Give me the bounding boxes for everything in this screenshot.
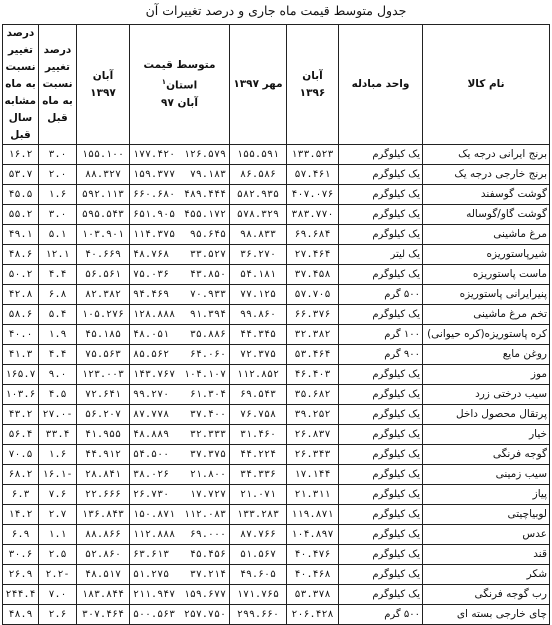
cell-goods-name: گوجه فرنگی [423, 445, 550, 465]
cell-province-avg-a: ۱۵۰.۸۷۱ [133, 509, 176, 520]
cell-province-avg-b: ۴۳.۸۵۰ [189, 269, 226, 280]
cell-province-avg-a: ۲۱۱.۹۴۷ [133, 589, 176, 600]
cell-province-avg-a: ۱۲۸.۸۸۸ [133, 309, 176, 320]
cell-province-avg-a: ۶۵۱.۹۰۵ [133, 209, 176, 220]
cell-unit: یک کیلوگرم [339, 485, 423, 505]
cell-aban96: ۴۰.۴۷۶ [287, 545, 339, 565]
cell-pct-prev: ۶.۸ [39, 285, 77, 305]
table-row [3, 465, 550, 485]
cell-aban96: ۲۶.۸۳۷ [287, 425, 339, 445]
cell-aban96: ۴۰.۴۶۸ [287, 565, 339, 585]
cell-province-avg-b: ۳۵.۸۸۶ [189, 329, 226, 340]
cell-goods-name: شیرپاستوریزه [423, 245, 550, 265]
cell-pct-year: ۶.۹ [3, 525, 39, 545]
cell-goods-name: گوشت گوسفند [423, 185, 550, 205]
cell-aban97: ۲۸.۸۴۱ [77, 465, 130, 485]
cell-pct-year: ۱۴.۲ [3, 505, 39, 525]
cell-province-avg-b: ۳۷.۳۷۵ [189, 449, 226, 460]
cell-aban96: ۴۶.۴۰۳ [287, 365, 339, 385]
cell-province-avg [130, 325, 230, 345]
cell-province-avg [130, 245, 230, 265]
cell-province-avg [130, 185, 230, 205]
cell-province-avg-a: ۹۹.۲۷۰ [133, 389, 170, 400]
cell-mehr97: ۱۳۳.۲۸۳ [230, 505, 287, 525]
cell-pct-prev: ۱۲.۱ [39, 245, 77, 265]
cell-aban97: ۷۲.۶۴۱ [77, 385, 130, 405]
cell-province-avg-a: ۷۵.۰۳۶ [133, 269, 170, 280]
cell-unit: یک کیلوگرم [339, 305, 423, 325]
cell-pct-year: ۱۶۵.۷ [3, 365, 39, 385]
cell-aban97: ۴۵.۱۸۵ [77, 325, 130, 345]
table-row [3, 385, 550, 405]
cell-aban96: ۵۳.۴۶۴ [287, 345, 339, 365]
cell-pct-year: ۴۰.۰ [3, 325, 39, 345]
cell-pct-prev: ۲۷.۰- [39, 405, 77, 425]
cell-pct-year: ۴۵.۵ [3, 185, 39, 205]
cell-pct-prev: ۴.۴ [39, 265, 77, 285]
cell-pct-prev: ۴.۵ [39, 385, 77, 405]
cell-province-avg-b: ۹۱.۳۹۴ [189, 309, 226, 320]
table-row [3, 505, 550, 525]
cell-unit: یک کیلوگرم [339, 225, 423, 245]
cell-province-avg-a: ۲۶.۷۳۰ [133, 489, 170, 500]
cell-goods-name: پیاز [423, 485, 550, 505]
cell-aban97: ۱۵۵.۱۰۰ [77, 145, 130, 165]
table-row [3, 405, 550, 425]
cell-mehr97: ۴۴.۳۴۵ [230, 325, 287, 345]
header-unit: واحد مبادله [339, 25, 423, 145]
cell-goods-name: قند [423, 545, 550, 565]
cell-pct-prev: ۱.۱ [39, 525, 77, 545]
cell-aban97: ۴۰.۶۶۹ [77, 245, 130, 265]
cell-unit: ۱۰۰ گرم [339, 325, 423, 345]
cell-province-avg-b: ۴۵۵.۱۷۲ [183, 209, 226, 220]
cell-pct-year: ۴۸.۶ [3, 245, 39, 265]
cell-province-avg [130, 165, 230, 185]
table-row [3, 205, 550, 225]
cell-mehr97: ۶۹.۵۴۳ [230, 385, 287, 405]
cell-mehr97: ۷۶.۷۵۸ [230, 405, 287, 425]
cell-province-avg-b: ۱۰۴.۱۰۷ [183, 369, 226, 380]
cell-pct-prev: ۷.۰ [39, 585, 77, 605]
header-aban97: آبان ۱۳۹۷ [77, 25, 130, 145]
cell-province-avg-b: ۱۵۹.۶۷۷ [183, 589, 226, 600]
cell-pct-prev: ۲.۷ [39, 505, 77, 525]
cell-province-avg-a: ۱۷۷.۴۲۰ [133, 149, 176, 160]
cell-aban97: ۱۰۳.۹۰۱ [77, 225, 130, 245]
cell-unit: یک کیلوگرم [339, 185, 423, 205]
cell-goods-name: برنج خارجی درجه یک [423, 165, 550, 185]
cell-aban97: ۵۹۵.۵۴۳ [77, 205, 130, 225]
cell-aban96: ۵۷.۷۰۵ [287, 285, 339, 305]
cell-pct-year: ۵۶.۴ [3, 425, 39, 445]
cell-mehr97: ۹۸.۸۳۳ [230, 225, 287, 245]
cell-province-avg [130, 405, 230, 425]
cell-unit: ۹۰۰ گرم [339, 345, 423, 365]
cell-aban96: ۱۰۴.۸۹۷ [287, 525, 339, 545]
cell-goods-name: سیب درختی زرد [423, 385, 550, 405]
cell-aban96: ۳۹.۲۵۲ [287, 405, 339, 425]
cell-unit: یک کیلوگرم [339, 465, 423, 485]
cell-province-avg [130, 445, 230, 465]
cell-mehr97: ۳۱.۴۶۰ [230, 425, 287, 445]
cell-province-avg [130, 505, 230, 525]
cell-province-avg-a: ۱۴۳.۷۶۷ [133, 369, 176, 380]
cell-province-avg [130, 525, 230, 545]
cell-pct-prev: ۳.۰ [39, 205, 77, 225]
cell-aban97: ۴۸.۵۱۷ [77, 565, 130, 585]
cell-province-avg [130, 465, 230, 485]
table-row [3, 425, 550, 445]
cell-unit: یک کیلوگرم [339, 385, 423, 405]
cell-pct-year: ۵۰.۲ [3, 265, 39, 285]
header-province-month: آبان ۹۷ [161, 96, 198, 109]
cell-province-avg-b: ۷۰.۹۳۳ [189, 289, 226, 300]
cell-unit: یک کیلوگرم [339, 525, 423, 545]
cell-province-avg-a: ۸۵.۵۶۲ [133, 349, 170, 360]
cell-province-avg [130, 345, 230, 365]
table-row [3, 225, 550, 245]
cell-unit: یک کیلوگرم [339, 545, 423, 565]
header-province-avg-label: متوسط قیمت استان [143, 59, 216, 92]
cell-province-avg-b: ۱۲۶.۵۷۹ [183, 149, 226, 160]
cell-aban97: ۵۹۲.۱۱۳ [77, 185, 130, 205]
table-row [3, 285, 550, 305]
cell-pct-year: ۱۰۳.۶ [3, 385, 39, 405]
cell-province-avg-a: ۱۱۲.۸۸۸ [133, 529, 176, 540]
cell-pct-year: ۳۰.۶ [3, 545, 39, 565]
cell-pct-prev: ۲.۰ [39, 165, 77, 185]
cell-aban96: ۲۱.۳۱۱ [287, 485, 339, 505]
cell-province-avg-b: ۱۱۲.۰۸۳ [183, 509, 226, 520]
cell-province-avg-a: ۳۸.۰۲۶ [133, 469, 170, 480]
cell-aban96: ۶۹.۶۸۴ [287, 225, 339, 245]
cell-aban97: ۴۱.۹۵۵ [77, 425, 130, 445]
cell-goods-name: موز [423, 365, 550, 385]
cell-province-avg-a: ۱۵۹.۳۷۷ [133, 169, 176, 180]
cell-province-avg [130, 585, 230, 605]
cell-province-avg-b: ۱۷.۷۲۷ [189, 489, 226, 500]
cell-aban97: ۴۴.۹۱۲ [77, 445, 130, 465]
cell-province-avg-b: ۹۵.۶۴۵ [189, 229, 226, 240]
cell-province-avg-a: ۱۱۴.۳۷۵ [133, 229, 176, 240]
cell-aban96: ۶۶.۳۷۶ [287, 305, 339, 325]
cell-aban97: ۵۶.۲۰۷ [77, 405, 130, 425]
cell-pct-prev: ۲.۲- [39, 565, 77, 585]
header-mehr97: مهر ۱۳۹۷ [230, 25, 287, 145]
cell-mehr97: ۷۲.۳۷۵ [230, 345, 287, 365]
cell-mehr97: ۲۹۹.۶۶۰ [230, 605, 287, 625]
table-row [3, 165, 550, 185]
cell-aban96: ۳۵.۶۸۲ [287, 385, 339, 405]
cell-goods-name: خیار [423, 425, 550, 445]
cell-province-avg [130, 225, 230, 245]
cell-pct-prev: ۹.۰ [39, 365, 77, 385]
cell-aban97: ۱۸۳.۸۴۴ [77, 585, 130, 605]
cell-pct-year: ۷۰.۵ [3, 445, 39, 465]
cell-mehr97: ۸۷.۷۶۶ [230, 525, 287, 545]
cell-goods-name: تخم مرغ ماشینی [423, 305, 550, 325]
cell-province-avg [130, 545, 230, 565]
cell-province-avg [130, 385, 230, 405]
cell-pct-prev: ۵.۱ [39, 225, 77, 245]
cell-goods-name: پنیرایرانی پاستوریزه [423, 285, 550, 305]
cell-aban96: ۱۷.۱۴۴ [287, 465, 339, 485]
table-row [3, 525, 550, 545]
cell-goods-name: شکر [423, 565, 550, 585]
cell-province-avg [130, 205, 230, 225]
cell-province-avg [130, 285, 230, 305]
cell-aban96: ۳۷.۴۵۸ [287, 265, 339, 285]
cell-province-avg-a: ۴۸.۸۸۹ [133, 429, 170, 440]
cell-mehr97: ۲۱.۰۷۱ [230, 485, 287, 505]
cell-mehr97: ۳۶.۲۷۰ [230, 245, 287, 265]
cell-province-avg [130, 605, 230, 625]
cell-aban96: ۴۰۷.۰۷۶ [287, 185, 339, 205]
cell-mehr97: ۱۱۲.۸۵۲ [230, 365, 287, 385]
cell-province-avg-a: ۵۴.۵۰۰ [133, 449, 170, 460]
cell-aban97: ۱۰۵.۲۷۶ [77, 305, 130, 325]
cell-goods-name: برنج ایرانی درجه یک [423, 145, 550, 165]
cell-aban97: ۲۲.۶۶۶ [77, 485, 130, 505]
cell-goods-name: روغن مایع [423, 345, 550, 365]
cell-province-avg-b: ۳۳.۵۲۷ [189, 249, 226, 260]
cell-goods-name: کره پاستوریزه(کره حیوانی) [423, 325, 550, 345]
cell-province-avg [130, 425, 230, 445]
table-row [3, 305, 550, 325]
cell-aban96: ۵۳.۳۷۸ [287, 585, 339, 605]
header-province-avg [130, 25, 230, 145]
cell-pct-year: ۱۶.۲ [3, 145, 39, 165]
cell-goods-name: لوبیاچیتی [423, 505, 550, 525]
cell-goods-name: پرتقال محصول داخل [423, 405, 550, 425]
cell-pct-year: ۲۶.۹ [3, 565, 39, 585]
header-row [3, 25, 550, 145]
table-row [3, 585, 550, 605]
cell-pct-prev: ۱.۶ [39, 445, 77, 465]
cell-mehr97: ۱۷۱.۷۶۵ [230, 585, 287, 605]
cell-aban96: ۲۷.۴۶۴ [287, 245, 339, 265]
cell-pct-prev: ۵.۴ [39, 305, 77, 325]
cell-province-avg-b: ۶۴.۰۶۰ [189, 349, 226, 360]
cell-goods-name: سیب زمینی [423, 465, 550, 485]
header-goods: نام کالا [423, 25, 550, 145]
table-row [3, 345, 550, 365]
cell-province-avg [130, 485, 230, 505]
cell-pct-year: ۴۱.۳ [3, 345, 39, 365]
cell-goods-name: مرغ ماشینی [423, 225, 550, 245]
cell-province-avg [130, 145, 230, 165]
table-row [3, 485, 550, 505]
cell-unit: یک کیلوگرم [339, 445, 423, 465]
cell-aban97: ۸۲.۳۸۲ [77, 285, 130, 305]
cell-goods-name: عدس [423, 525, 550, 545]
table-row [3, 145, 550, 165]
cell-mehr97: ۴۴.۲۲۴ [230, 445, 287, 465]
cell-pct-year: ۵۸.۶ [3, 305, 39, 325]
cell-aban96: ۳۲.۳۸۲ [287, 325, 339, 345]
cell-aban97: ۱۳۶.۸۴۳ [77, 505, 130, 525]
cell-province-avg-a: ۴۸.۰۵۱ [133, 329, 170, 340]
cell-aban97: ۱۲۳.۰۰۳ [77, 365, 130, 385]
cell-province-avg-b: ۲۱.۸۰۰ [189, 469, 226, 480]
cell-aban96: ۱۳۳.۵۲۳ [287, 145, 339, 165]
cell-pct-year: ۶.۳ [3, 485, 39, 505]
cell-mehr97: ۹۹.۸۶۰ [230, 305, 287, 325]
cell-pct-prev: ۱.۹ [39, 325, 77, 345]
cell-pct-year: ۲۴۴.۴ [3, 585, 39, 605]
table-row [3, 245, 550, 265]
cell-province-avg-a: ۶۳.۶۱۳ [133, 549, 170, 560]
cell-pct-year: ۶۸.۲ [3, 465, 39, 485]
cell-pct-prev: ۲.۶ [39, 605, 77, 625]
cell-aban96: ۲۰۶.۴۲۸ [287, 605, 339, 625]
cell-aban97: ۵۲.۸۶۰ [77, 545, 130, 565]
cell-province-avg-b: ۳۷.۲۱۴ [189, 569, 226, 580]
cell-unit: یک کیلوگرم [339, 505, 423, 525]
cell-province-avg-a: ۶۶۰.۶۸۰ [133, 189, 176, 200]
cell-unit: یک کیلوگرم [339, 585, 423, 605]
cell-province-avg [130, 305, 230, 325]
cell-province-avg-b: ۴۸۹.۴۴۴ [183, 189, 226, 200]
cell-aban96: ۳۸۳.۷۷۰ [287, 205, 339, 225]
cell-province-avg [130, 265, 230, 285]
cell-mehr97: ۴۹.۶۰۵ [230, 565, 287, 585]
cell-mehr97: ۵۱.۵۶۷ [230, 545, 287, 565]
cell-mehr97: ۵۸۲.۹۳۵ [230, 185, 287, 205]
cell-province-avg-b: ۷۹.۱۸۳ [189, 169, 226, 180]
cell-pct-prev: ۷.۶ [39, 485, 77, 505]
cell-pct-prev: ۱۶.۱- [39, 465, 77, 485]
cell-unit: یک کیلوگرم [339, 365, 423, 385]
cell-unit: یک کیلوگرم [339, 565, 423, 585]
cell-aban96: ۵۷.۴۶۱ [287, 165, 339, 185]
table-row [3, 605, 550, 625]
header-pct-year: درصد تغییر نسبت به ماه مشابه سال قبل [3, 25, 39, 145]
cell-unit: یک کیلوگرم [339, 145, 423, 165]
cell-province-avg-b: ۲۵۷.۷۵۰ [183, 609, 226, 620]
cell-unit: ۵۰۰ گرم [339, 285, 423, 305]
cell-province-avg-a: ۹۴.۴۶۹ [133, 289, 170, 300]
cell-unit: یک کیلوگرم [339, 265, 423, 285]
cell-pct-prev: ۳۳.۴ [39, 425, 77, 445]
cell-unit: یک کیلوگرم [339, 165, 423, 185]
cell-province-avg [130, 365, 230, 385]
table-row [3, 365, 550, 385]
cell-pct-year: ۴۲.۸ [3, 285, 39, 305]
cell-goods-name: گوشت گاو/گوساله [423, 205, 550, 225]
cell-aban97: ۵۶.۵۶۱ [77, 265, 130, 285]
cell-unit: ۵۰۰ گرم [339, 605, 423, 625]
cell-mehr97: ۵۴.۱۸۱ [230, 265, 287, 285]
cell-province-avg-a: ۸۷.۷۷۸ [133, 409, 170, 420]
cell-goods-name: ماست پاستوریزه [423, 265, 550, 285]
cell-pct-prev: ۱.۶ [39, 185, 77, 205]
cell-aban97: ۷۵.۵۶۳ [77, 345, 130, 365]
cell-aban97: ۸۸.۳۲۷ [77, 165, 130, 185]
cell-province-avg-a: ۴۸.۷۶۸ [133, 249, 170, 260]
cell-province-avg-b: ۳۲.۳۳۳ [189, 429, 226, 440]
cell-aban96: ۱۱۹.۸۷۱ [287, 505, 339, 525]
cell-unit: یک کیلوگرم [339, 205, 423, 225]
cell-pct-prev: ۳.۰ [39, 145, 77, 165]
price-table [2, 24, 550, 625]
cell-pct-year: ۴۳.۲ [3, 405, 39, 425]
table-row [3, 185, 550, 205]
cell-pct-year: ۵۵.۲ [3, 205, 39, 225]
header-pct-prev: درصد تغییر نسبت به ماه قبل [39, 25, 77, 145]
cell-pct-year: ۴۹.۱ [3, 225, 39, 245]
table-title: جدول متوسط قیمت ماه جاری و درصد تغییرات آن [145, 3, 407, 18]
cell-goods-name: چای خارجی بسته ای [423, 605, 550, 625]
cell-unit: یک کیلوگرم [339, 425, 423, 445]
cell-mehr97: ۷۷.۱۲۵ [230, 285, 287, 305]
header-aban96: آبان ۱۳۹۶ [287, 25, 339, 145]
cell-pct-year: ۴۸.۹ [3, 605, 39, 625]
table-row [3, 325, 550, 345]
cell-mehr97: ۳۴.۳۳۶ [230, 465, 287, 485]
table-row [3, 265, 550, 285]
cell-goods-name: رب گوجه فرنگی [423, 585, 550, 605]
cell-mehr97: ۵۷۸.۳۲۹ [230, 205, 287, 225]
cell-province-avg-a: ۵۰۰.۵۶۳ [133, 609, 176, 620]
cell-unit: یک کیلوگرم [339, 405, 423, 425]
cell-aban96: ۲۶.۳۴۳ [287, 445, 339, 465]
cell-aban97: ۸۸.۸۶۶ [77, 525, 130, 545]
table-row [3, 565, 550, 585]
table-row [3, 445, 550, 465]
cell-province-avg-b: ۶۹.۰۰۰ [189, 529, 226, 540]
cell-mehr97: ۸۶.۵۸۶ [230, 165, 287, 185]
table-row [3, 545, 550, 565]
table-body [3, 145, 550, 625]
cell-province-avg-b: ۴۵.۴۵۶ [189, 549, 226, 560]
cell-province-avg-b: ۳۷.۴۰۰ [189, 409, 226, 420]
cell-aban97: ۳۰۷.۴۶۴ [77, 605, 130, 625]
cell-pct-year: ۵۳.۷ [3, 165, 39, 185]
cell-pct-prev: ۲.۵ [39, 545, 77, 565]
cell-unit: یک لیتر [339, 245, 423, 265]
header-footnote-marker: ۱ [161, 78, 167, 87]
cell-pct-prev: ۴.۴ [39, 345, 77, 365]
cell-province-avg [130, 565, 230, 585]
cell-province-avg-a: ۵۱.۲۷۵ [133, 569, 170, 580]
cell-mehr97: ۱۵۵.۵۹۱ [230, 145, 287, 165]
cell-province-avg-b: ۶۱.۳۰۴ [189, 389, 226, 400]
